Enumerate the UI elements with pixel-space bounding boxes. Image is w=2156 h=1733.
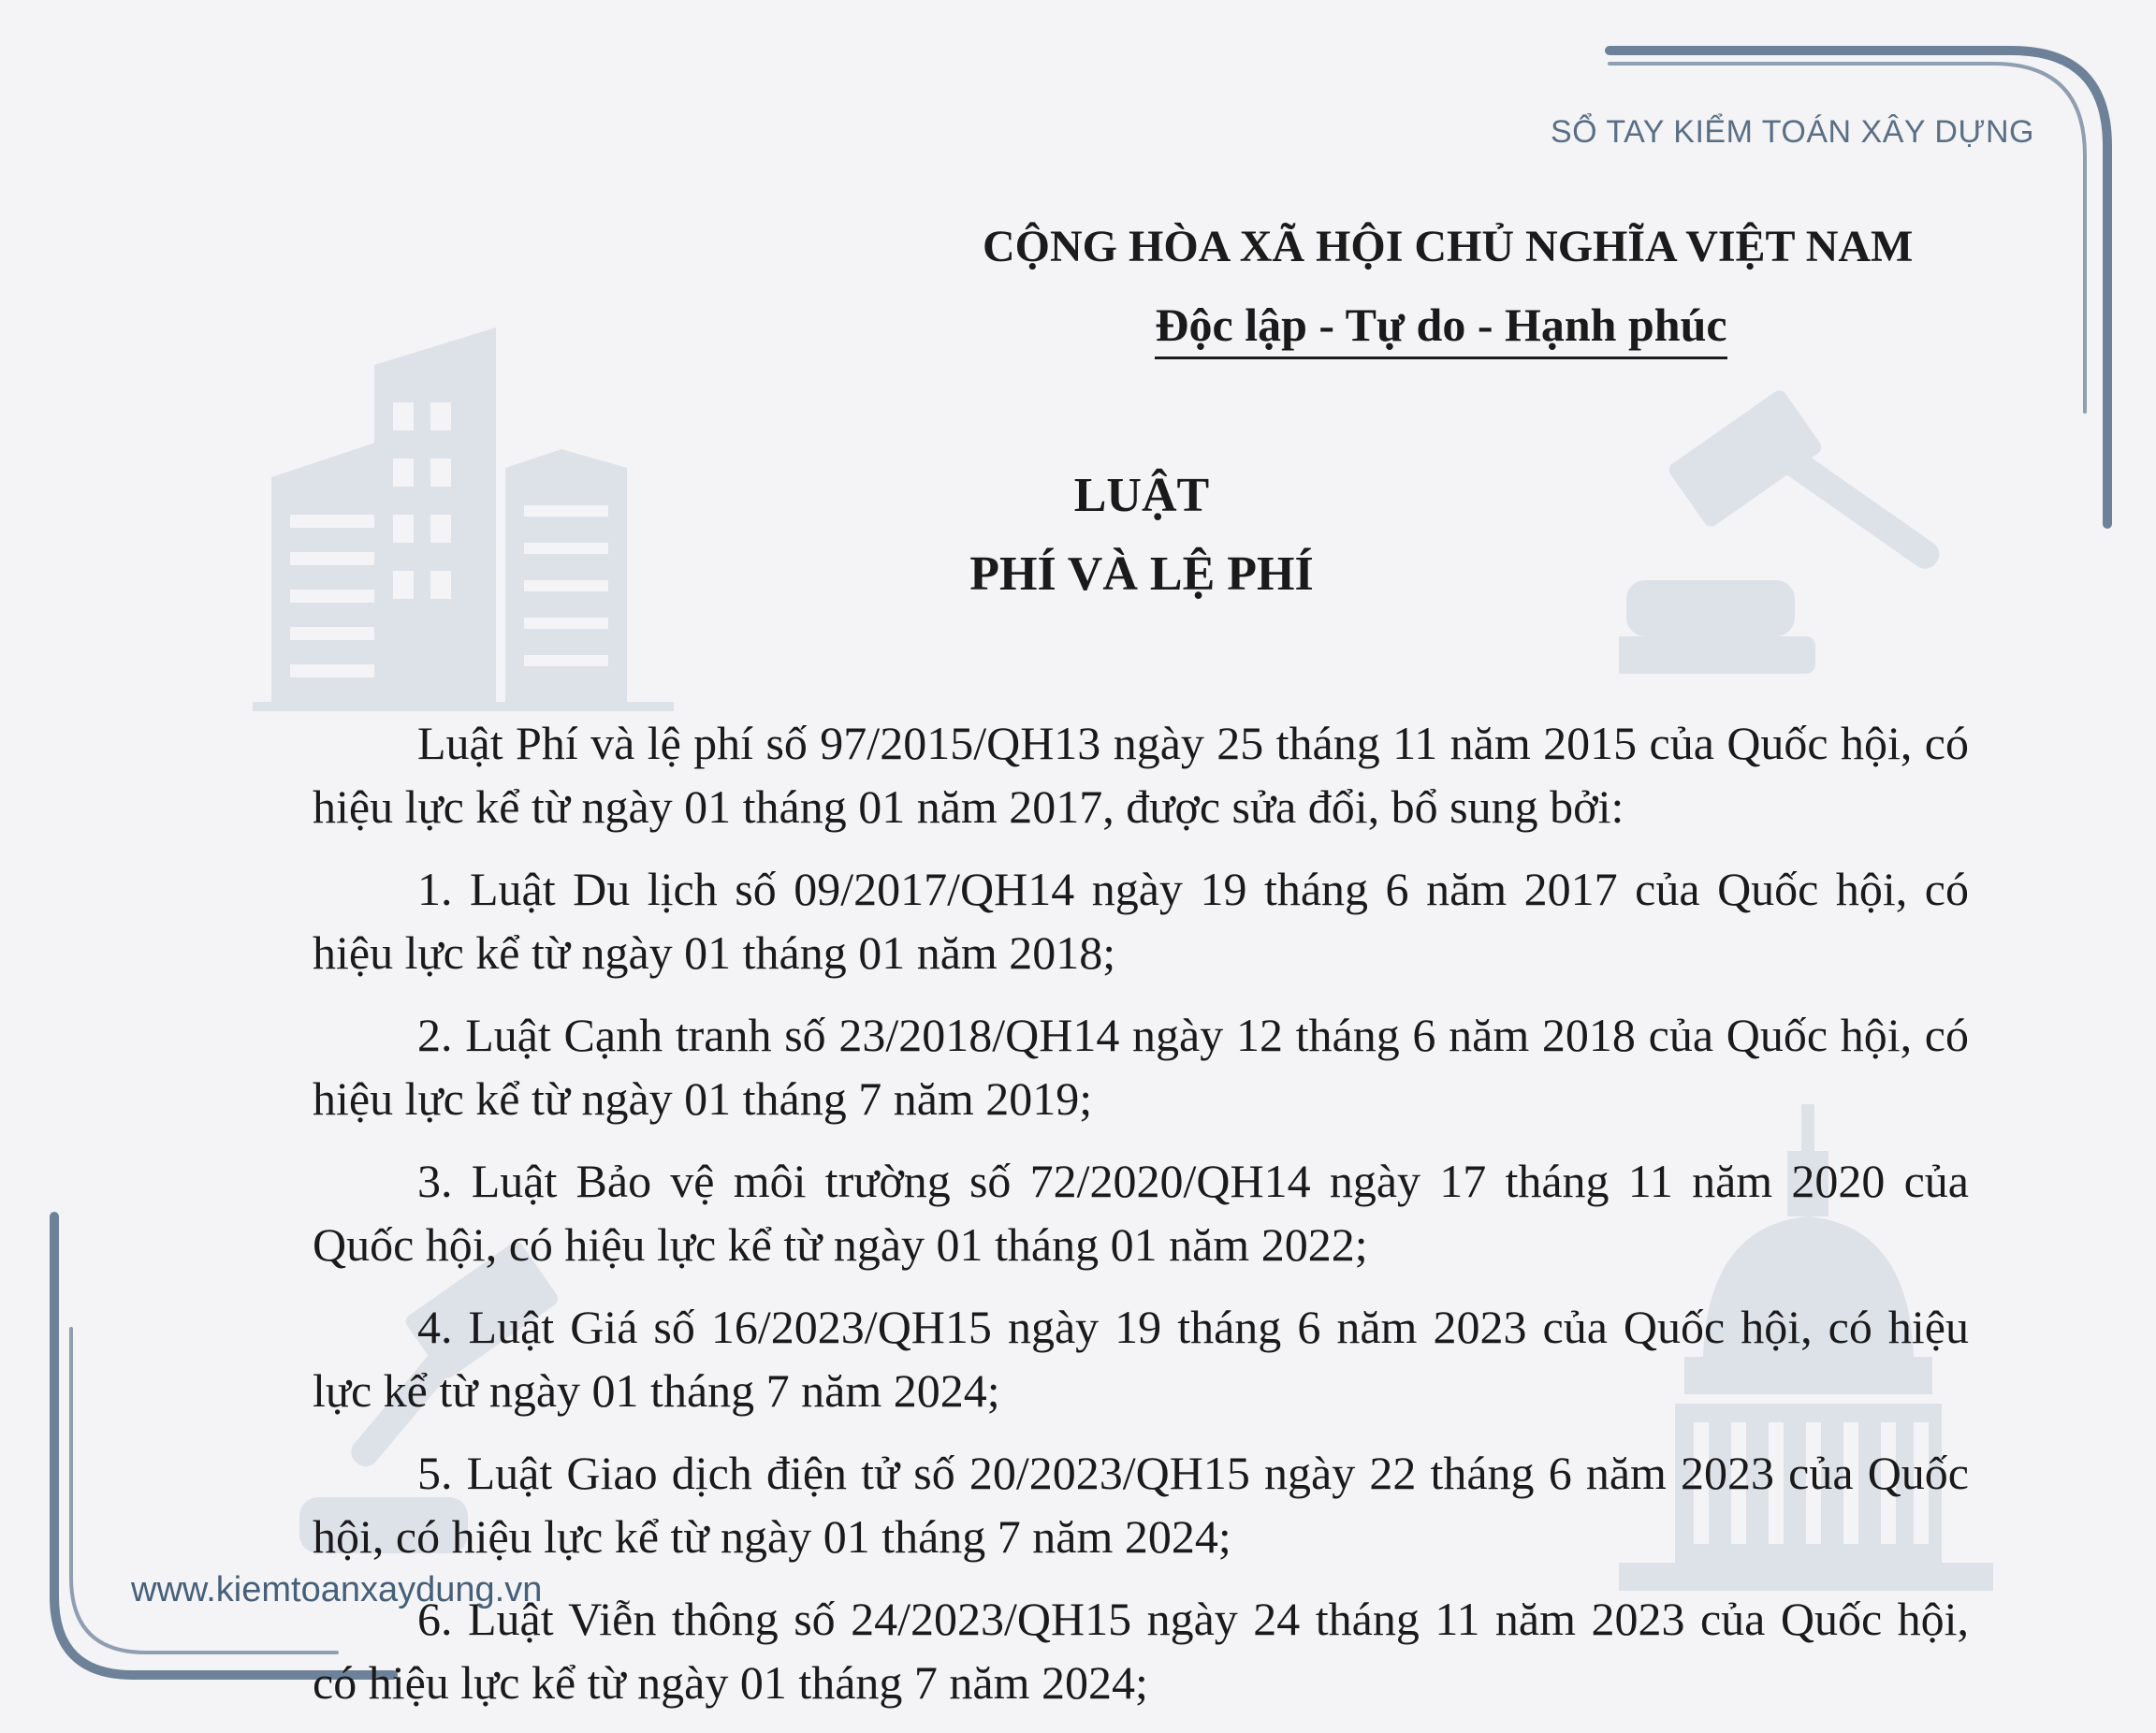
document-body — [313, 711, 1969, 1733]
amendment-item-1: 1. Luật Du lịch số 09/2017/QH14 ngày 19 tháng 6 năm 2017 của Quốc hội, có hiệu lực kể từ ngày 01 tháng 01 năm 2018; — [313, 863, 1969, 979]
national-name: CỘNG HÒA XÃ HỘI CHỦ NGHĨA VIỆT NAM — [983, 222, 1914, 271]
amendment-item-2: 2. Luật Cạnh tranh số 23/2018/QH14 ngày 12 tháng 6 năm 2018 của Quốc hội, có hiệu lực kể từ ngày 01 tháng 7 năm 2019; — [313, 1009, 1969, 1125]
document-title: LUẬT — [1073, 469, 1210, 522]
amendment-item-3: 3. Luật Bảo vệ môi trường số 72/2020/QH14 ngày 17 tháng 11 năm 2020 của Quốc hội, có hiệu lực kể từ ngày 01 tháng 01 năm 2022; — [313, 1155, 1969, 1271]
amendment-item-6: 6. Luật Viễn thông số 24/2023/QH15 ngày 24 tháng 11 năm 2023 của Quốc hội, có hiệu lực kể từ ngày 01 tháng 7 năm 2024; — [313, 1593, 1969, 1709]
intro-paragraph: Luật Phí và lệ phí số 97/2015/QH13 ngày 25 tháng 11 năm 2015 của Quốc hội, có hiệu lực kể từ ngày 01 tháng 01 năm 2017, được sửa đổi, bổ sung bởi: — [313, 717, 1969, 833]
amendment-item-5: 5. Luật Giao dịch điện tử số 20/2023/QH15 ngày 22 tháng 6 năm 2023 của Quốc hội, có hiệu lực kể từ ngày 01 tháng 7 năm 2024; — [313, 1447, 1969, 1563]
website-link[interactable]: www.kiemtoanxaydung.vn — [131, 1570, 543, 1609]
document-subtitle: PHÍ VÀ LỆ PHÍ — [969, 547, 1314, 601]
national-motto — [983, 298, 1900, 352]
motto-text: Độc lập - Tự do - Hạnh phúc — [1155, 299, 1726, 359]
amendment-item-4: 4. Luật Giá số 16/2023/QH15 ngày 19 tháng 6 năm 2023 của Quốc hội, có hiệu lực kể từ ngày 01 tháng 7 năm 2024; — [313, 1301, 1969, 1417]
handbook-label: SỔ TAY KIỂM TOÁN XÂY DỰNG — [1550, 114, 2034, 150]
